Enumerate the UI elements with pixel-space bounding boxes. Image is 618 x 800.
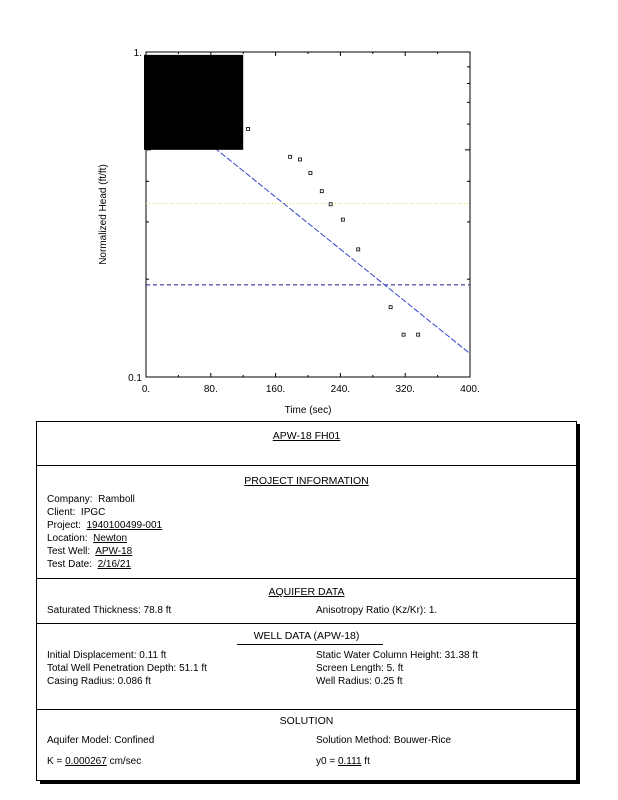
aquifer-data-heading: AQUIFER DATA	[268, 586, 345, 598]
well-data-section	[37, 624, 576, 710]
well-radius: Well Radius: 0.25 ft	[316, 676, 403, 687]
occlusion-box	[144, 55, 243, 150]
x-tick-label: 320.	[395, 384, 415, 395]
data-point	[341, 218, 344, 221]
x-axis-label: Time (sec)	[284, 405, 332, 416]
data-point	[329, 203, 332, 206]
data-point	[389, 306, 392, 309]
solution-section	[37, 710, 576, 782]
company-line: Company: Ramboll	[47, 494, 135, 505]
report-shadow-right	[577, 424, 580, 783]
project-line: Project: 1940100499-001	[47, 520, 163, 531]
x-tick-label: 0.	[141, 384, 151, 395]
screen-length: Screen Length: 5. ft	[316, 663, 404, 674]
aquifer-data-section	[37, 579, 576, 624]
casing-radius: Casing Radius: 0.086 ft	[47, 676, 151, 687]
y-tick-label: 1.	[133, 48, 142, 59]
x-tick-label: 160.	[265, 384, 286, 395]
data-point	[320, 190, 323, 193]
data-point	[298, 158, 301, 161]
saturated-thickness: Saturated Thickness: 78.8 ft	[47, 605, 172, 616]
data-point	[309, 172, 312, 175]
x-tick-label: 80.	[203, 384, 218, 395]
well-data-heading-rule	[237, 644, 383, 645]
static-water-column: Static Water Column Height: 31.38 ft	[316, 650, 478, 661]
data-point	[417, 333, 420, 336]
data-point	[289, 155, 292, 158]
title-section	[37, 422, 576, 466]
data-point	[247, 127, 250, 130]
report-title: APW-18 FH01	[272, 430, 341, 442]
penetration-depth: Total Well Penetration Depth: 51.1 ft	[47, 663, 207, 674]
report-shadow-bottom	[40, 781, 580, 784]
client-line: Client: IPGC	[47, 507, 106, 518]
k-result: K = 0.000267 cm/sec	[47, 756, 142, 767]
report-panel	[36, 421, 577, 781]
y0-result: y0 = 0.111 ft	[316, 756, 370, 767]
test-well-line: Test Well: APW-18	[47, 546, 133, 557]
y-axis-label: Normalized Head (ft/ft)	[98, 164, 109, 265]
x-tick-label: 240.	[330, 384, 351, 395]
anisotropy-ratio: Anisotropy Ratio (Kz/Kr): 1.	[316, 605, 438, 616]
location-line: Location: Newton	[47, 533, 128, 544]
solution-heading: SOLUTION	[279, 715, 334, 727]
test-date-line: Test Date: 2/16/21	[47, 559, 131, 570]
aquifer-model: Aquifer Model: Confined	[47, 735, 155, 746]
solution-method: Solution Method: Bouwer-Rice	[316, 735, 452, 746]
initial-displacement: Initial Displacement: 0.11 ft	[47, 650, 167, 661]
data-point	[402, 333, 405, 336]
project-info-heading: PROJECT INFORMATION	[244, 475, 369, 487]
x-tick-label: 400.	[460, 384, 480, 395]
well-data-heading: WELL DATA (APW-18)	[253, 630, 360, 642]
data-point	[357, 248, 360, 251]
project-info-section	[37, 466, 576, 579]
y-tick-label: 0.1	[128, 373, 142, 384]
